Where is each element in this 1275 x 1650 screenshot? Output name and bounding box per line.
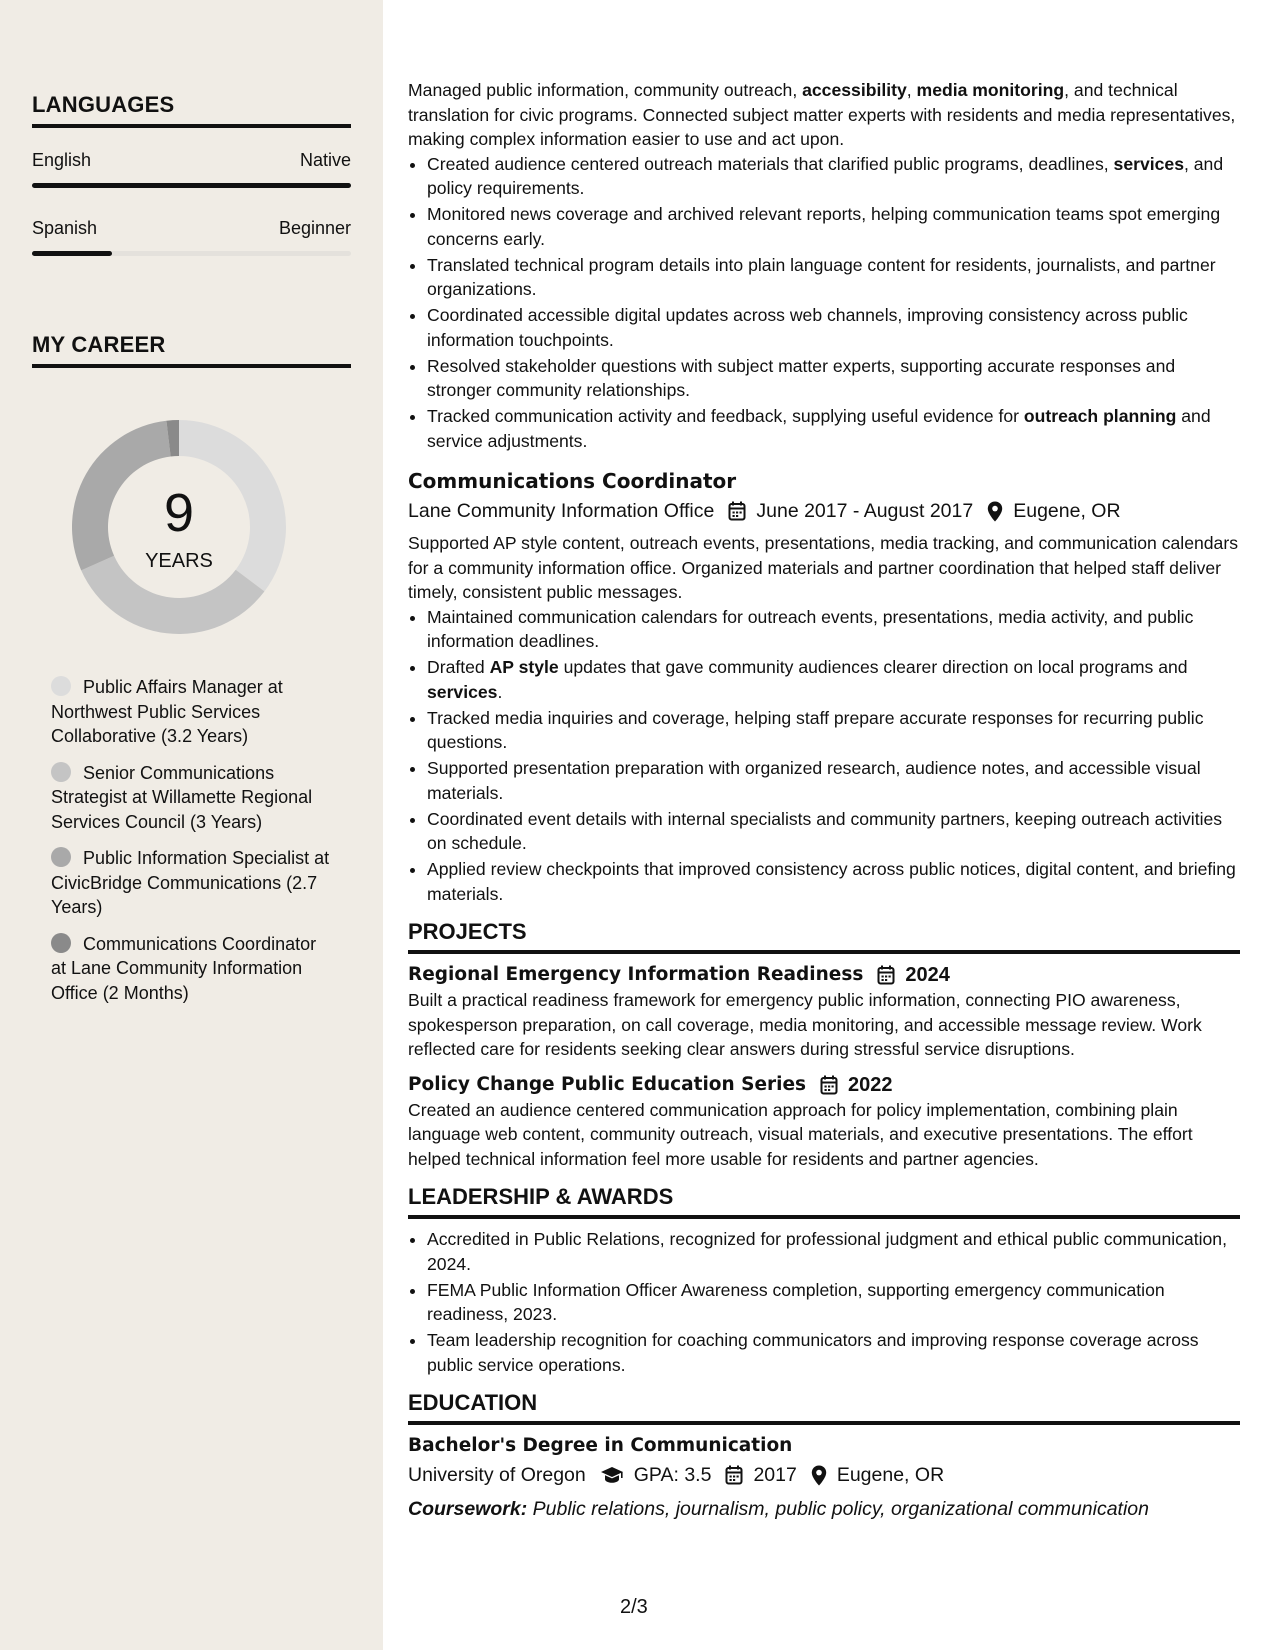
career-legend-text: Public Information Specialist at CivicBridge Communications (2.7 Years): [51, 848, 330, 917]
intro-text: , and technical translation for civic programs. Connected subject matter experts with residents and media representatives, making complex information easier to use and act upon.: [408, 80, 1236, 149]
legend-dot: [51, 847, 71, 867]
job-bullet-list: [408, 605, 1240, 907]
bullet-item: • Tracked media inquiries and coverage, helping staff prepare accurate responses for recurring public questions.: [427, 706, 1240, 755]
bullet-keyword: services: [427, 681, 498, 702]
leadership-item: • Accredited in Public Relations, recognized for professional judgment and ethical public communication, 2024.: [427, 1227, 1240, 1276]
bullet-text: .: [497, 681, 503, 702]
bullet-keyword: outreach planning: [1023, 406, 1177, 426]
job-dates: June 2017 - August 2017: [756, 500, 974, 522]
job-company: Lane Community Information Office: [408, 500, 715, 522]
bullet-item: • Coordinated event details with internal specialists and community partners, keeping outreach activities on schedule.: [427, 807, 1240, 856]
calendar-icon: [725, 1465, 743, 1485]
bullet-item: • Supported presentation preparation with organized research, audience notes, and accessible visual materials.: [427, 756, 1240, 805]
career-legend: [51, 675, 331, 1017]
calendar-icon: [877, 965, 895, 985]
intro-text: Managed public information, community outreach,: [408, 80, 803, 100]
bullet-text: Tracked communication activity and feedback, supplying useful evidence for: [427, 406, 1024, 426]
project-description: Created an audience centered communication approach for policy implementation, combining plain language web content, community outreach, visual materials, and executive presentations. The effort helped technical information feel more usable for residents and partner agencies.: [408, 1099, 1193, 1169]
job-title: Communications Coordinator: [408, 469, 737, 493]
language-level: Beginner: [278, 218, 351, 238]
bullet-item: [427, 404, 1240, 453]
donut-center: [66, 414, 292, 640]
language-name: Spanish: [32, 218, 98, 238]
graduation-cap-icon: [600, 1466, 624, 1484]
bullet-item: • Monitored news coverage and archived relevant reports, helping communication teams spot emerging concerns early.: [427, 202, 1240, 251]
intro-text: ,: [906, 80, 917, 100]
projects-heading: PROJECTS: [408, 918, 1240, 954]
career-legend-item: [51, 675, 331, 749]
graduation-year: 2017: [753, 1464, 797, 1486]
degree-title: Bachelor's Degree in Communication: [408, 1435, 793, 1456]
career-legend-text: Communications Coordinator at Lane Community Information Office (2 Months): [51, 933, 317, 1003]
language-row-spanish: [32, 218, 351, 239]
legend-dot: [51, 676, 71, 696]
bullet-item: • Coordinated accessible digital updates across web channels, improving consistency across public information touchpoints.: [427, 303, 1240, 352]
job-summary: Supported AP style content, outreach events, presentations, media tracking, and communication calendars for a community information office. Organized materials and partner coordination that helped staff deliver timely, consistent public messages.: [408, 533, 1238, 602]
map-pin-icon: [987, 501, 1003, 522]
career-heading: MY CAREER: [32, 332, 351, 368]
project-title-row: [408, 1072, 1240, 1098]
language-level: Native: [299, 150, 351, 170]
project-item: [408, 962, 1240, 1062]
bullet-item: • Maintained communication calendars for outreach events, presentations, media activity, and public information deadlines.: [427, 605, 1240, 654]
main-content: [408, 78, 1240, 1523]
project-description: Built a practical readiness framework for emergency public information, connecting PIO awareness, spokesperson preparation, on call coverage, media monitoring, and accessible message review. Work reflected care for residents seeking clear answers during stressful service disruptions.: [408, 990, 1202, 1059]
coursework-label: Coursework:: [408, 1498, 528, 1520]
project-title: Regional Emergency Information Readiness: [408, 964, 864, 985]
job-location: Eugene, OR: [1013, 500, 1121, 522]
map-pin-icon: [811, 1465, 827, 1486]
calendar-icon: [728, 501, 746, 521]
gpa: GPA: 3.5: [633, 1464, 712, 1486]
language-bar-fill: [32, 183, 351, 188]
bullet-text: , and policy requirements.: [427, 153, 1224, 198]
calendar-icon: [820, 1075, 838, 1095]
coursework: [408, 1495, 1240, 1523]
project-title: Policy Change Public Education Series: [408, 1073, 807, 1095]
sidebar: [0, 0, 383, 1650]
project-year: 2022: [848, 1073, 893, 1096]
intro-keyword: media monitoring: [916, 80, 1065, 100]
bullet-item: [427, 152, 1240, 201]
career-donut-chart: [66, 414, 292, 640]
language-bar-spanish: [32, 251, 351, 256]
bullet-keyword: services: [1113, 153, 1184, 174]
bullet-item: • Translated technical program details into plain language content for residents, journalists, and partner organizations.: [427, 253, 1240, 302]
career-legend-item: [51, 932, 331, 1006]
career-legend-item: [51, 761, 331, 835]
career-section: [32, 332, 351, 368]
bullet-text: Drafted: [427, 657, 490, 677]
bullet-text: and service adjustments.: [427, 406, 1211, 451]
education-meta: [408, 1461, 1240, 1489]
education-heading: EDUCATION: [408, 1389, 1240, 1425]
intro-bullet-list: [408, 152, 1240, 454]
language-name: English: [32, 150, 92, 170]
bullet-keyword: AP style: [489, 657, 559, 677]
career-legend-text: Senior Communications Strategist at Willamette Regional Services Council (3 Years): [51, 762, 313, 832]
intro-paragraph: [408, 78, 1240, 152]
legend-dot: [51, 762, 71, 782]
bullet-item: • Applied review checkpoints that improved consistency across public notices, digital content, and briefing materials.: [427, 857, 1240, 906]
leadership-item: • FEMA Public Information Officer Awareness completion, supporting emergency communication readiness, 2023.: [427, 1278, 1240, 1327]
language-bar-fill: [32, 251, 112, 256]
languages-heading: LANGUAGES: [32, 92, 351, 128]
leadership-list: [408, 1227, 1240, 1377]
leadership-heading: LEADERSHIP & AWARDS: [408, 1183, 1240, 1219]
education-location: Eugene, OR: [836, 1464, 945, 1486]
bullet-item: • Resolved stakeholder questions with subject matter experts, supporting accurate responses and stronger community relationships.: [427, 354, 1240, 403]
bullet-text: Created audience centered outreach materials that clarified public programs, deadlines,: [427, 153, 1114, 174]
bullet-item: [427, 655, 1240, 704]
bullet-text: updates that gave community audiences clearer direction on local programs and: [558, 657, 1188, 677]
project-year: 2024: [905, 964, 950, 986]
school-name: University of Oregon: [408, 1464, 586, 1486]
project-item: [408, 1072, 1240, 1172]
project-title-row: [408, 962, 1240, 988]
job-meta: [408, 497, 1240, 525]
coursework-text: Public relations, journalism, public policy, organizational communication: [527, 1498, 1149, 1520]
language-row-english: [32, 150, 351, 171]
career-legend-text: Public Affairs Manager at Northwest Public Services Collaborative (3.2 Years): [51, 677, 283, 746]
languages-section: [32, 92, 351, 256]
career-total-years: 9: [163, 483, 195, 543]
leadership-item: • Team leadership recognition for coaching communicators and improving response coverage across public service operations.: [427, 1328, 1240, 1377]
career-legend-item: [51, 846, 331, 920]
career-total-unit: YEARS: [145, 550, 213, 572]
language-bar-english: [32, 183, 351, 188]
intro-keyword: accessibility: [802, 80, 907, 100]
page-number: 2/3: [620, 1596, 648, 1618]
legend-dot: [51, 933, 71, 953]
